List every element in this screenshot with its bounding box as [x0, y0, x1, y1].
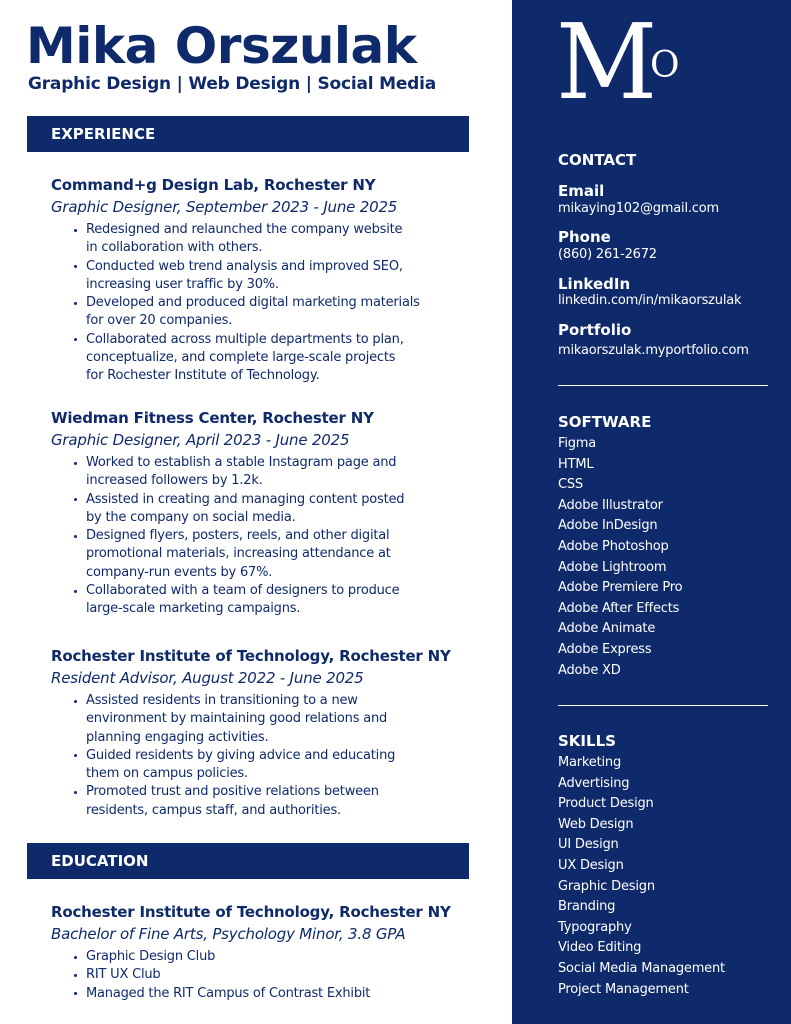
- bullet-item: Collaborated across multiple departments to plan, conceptualize, and complete large-scale projects for Rochester Institute of Technology.: [73, 331, 471, 386]
- bullet-item: Assisted residents in transitioning to a new environment by maintaining good relations and planning engaging activities.: [73, 692, 471, 747]
- portfolio-link[interactable]: mikaorszulak.myportfolio.com: [558, 343, 749, 358]
- skill-item: Marketing: [558, 755, 621, 770]
- bullet-item: Guided residents by giving advice and educating them on campus policies.: [73, 747, 471, 784]
- software-item: Adobe Illustrator: [558, 497, 663, 513]
- bullet-item: Promoted trust and positive relations between residents, campus staff, and authorities.: [73, 783, 471, 820]
- job-entry: [51, 408, 471, 619]
- skill-item: Video Editing: [558, 940, 642, 956]
- bullet-item: Graphic Design Club: [73, 948, 471, 966]
- monogram-letter-m: M: [556, 1, 658, 123]
- skill-item: Product Design: [558, 796, 654, 812]
- bullet-item: Worked to establish a stable Instagram page and increased followers by 1.2k.: [73, 454, 471, 491]
- skill-item: Social Media Management: [558, 960, 725, 976]
- education-bullets: [73, 948, 471, 1003]
- divider: [558, 705, 768, 706]
- school-name: Rochester Institute of Technology, Rochester NY: [51, 903, 451, 921]
- software-item: Adobe Photoshop: [558, 538, 669, 554]
- phone-label: Phone: [558, 228, 611, 246]
- job-role: Resident Advisor, August 2022 - June 2025: [51, 669, 364, 687]
- skill-item: Advertising: [558, 775, 630, 791]
- job-bullets: [73, 454, 471, 619]
- divider: [558, 385, 768, 386]
- email-label: Email: [558, 182, 605, 200]
- skill-item: UI Design: [558, 837, 619, 853]
- job-bullets: [73, 221, 471, 386]
- software-item: Adobe Premiere Pro: [558, 580, 683, 596]
- job-bullets: [73, 692, 471, 820]
- contact-heading: CONTACT: [558, 151, 637, 169]
- job-entry: [51, 646, 471, 820]
- software-item: Adobe Lightroom: [558, 559, 667, 575]
- software-item: Adobe Express: [558, 641, 652, 657]
- monogram-logo: [556, 1, 686, 123]
- software-item: HTML: [558, 456, 594, 472]
- bullet-item: Collaborated with a team of designers to produce large-scale marketing campaigns.: [73, 582, 471, 619]
- skills-heading: SKILLS: [558, 732, 616, 750]
- software-list: [558, 434, 682, 681]
- education-heading: EDUCATION: [27, 843, 469, 879]
- job-organization: Command+g Design Lab, Rochester NY: [51, 176, 376, 194]
- phone-value: (860) 261-2672: [558, 247, 657, 262]
- education-entry: [51, 902, 471, 1003]
- sidebar: [512, 0, 791, 1024]
- skill-item: Project Management: [558, 981, 689, 997]
- software-heading: SOFTWARE: [558, 413, 652, 431]
- experience-heading: EXPERIENCE: [27, 116, 469, 152]
- skill-item: Branding: [558, 899, 616, 915]
- software-item: Adobe InDesign: [558, 518, 658, 534]
- software-item: CSS: [558, 477, 583, 493]
- degree: Bachelor of Fine Arts, Psychology Minor, 3.8 GPA: [51, 925, 406, 943]
- skill-item: UX Design: [558, 857, 624, 873]
- skill-item: Graphic Design: [558, 878, 655, 894]
- candidate-name: Mika Orszulak: [26, 17, 417, 75]
- tagline: Graphic Design | Web Design | Social Media: [28, 74, 437, 94]
- software-item: Figma: [558, 436, 597, 451]
- bullet-item: Conducted web trend analysis and improved SEO, increasing user traffic by 30%.: [73, 258, 471, 295]
- bullet-item: Managed the RIT Campus of Contrast Exhibit: [73, 985, 471, 1003]
- software-item: Adobe XD: [558, 662, 621, 678]
- bullet-item: RIT UX Club: [73, 966, 471, 984]
- job-role: Graphic Designer, April 2023 - June 2025: [51, 431, 350, 449]
- software-item: Adobe Animate: [558, 621, 656, 637]
- bullet-item: Redesigned and relaunched the company website in collaboration with others.: [73, 221, 471, 258]
- portfolio-label: Portfolio: [558, 321, 632, 339]
- software-item: Adobe After Effects: [558, 600, 680, 616]
- job-organization: Wiedman Fitness Center, Rochester NY: [51, 409, 374, 427]
- skills-list: [558, 753, 725, 1000]
- bullet-item: Developed and produced digital marketing materials for over 20 companies.: [73, 294, 471, 331]
- job-entry: [51, 175, 471, 386]
- bullet-item: Designed flyers, posters, reels, and other digital promotional materials, increasing attendance at company-run events by 67%.: [73, 527, 471, 582]
- job-role: Graphic Designer, September 2023 - June 2025: [51, 198, 398, 216]
- monogram-letter-o: O: [650, 45, 680, 86]
- job-organization: Rochester Institute of Technology, Rochester NY: [51, 647, 451, 665]
- bullet-item: Assisted in creating and managing content posted by the company on social media.: [73, 491, 471, 528]
- linkedin-label: LinkedIn: [558, 275, 631, 293]
- skill-item: Typography: [558, 919, 632, 935]
- linkedin-link[interactable]: linkedin.com/in/mikaorszulak: [558, 293, 742, 308]
- email-link[interactable]: mikaying102@gmail.com: [558, 201, 719, 216]
- skill-item: Web Design: [558, 816, 634, 832]
